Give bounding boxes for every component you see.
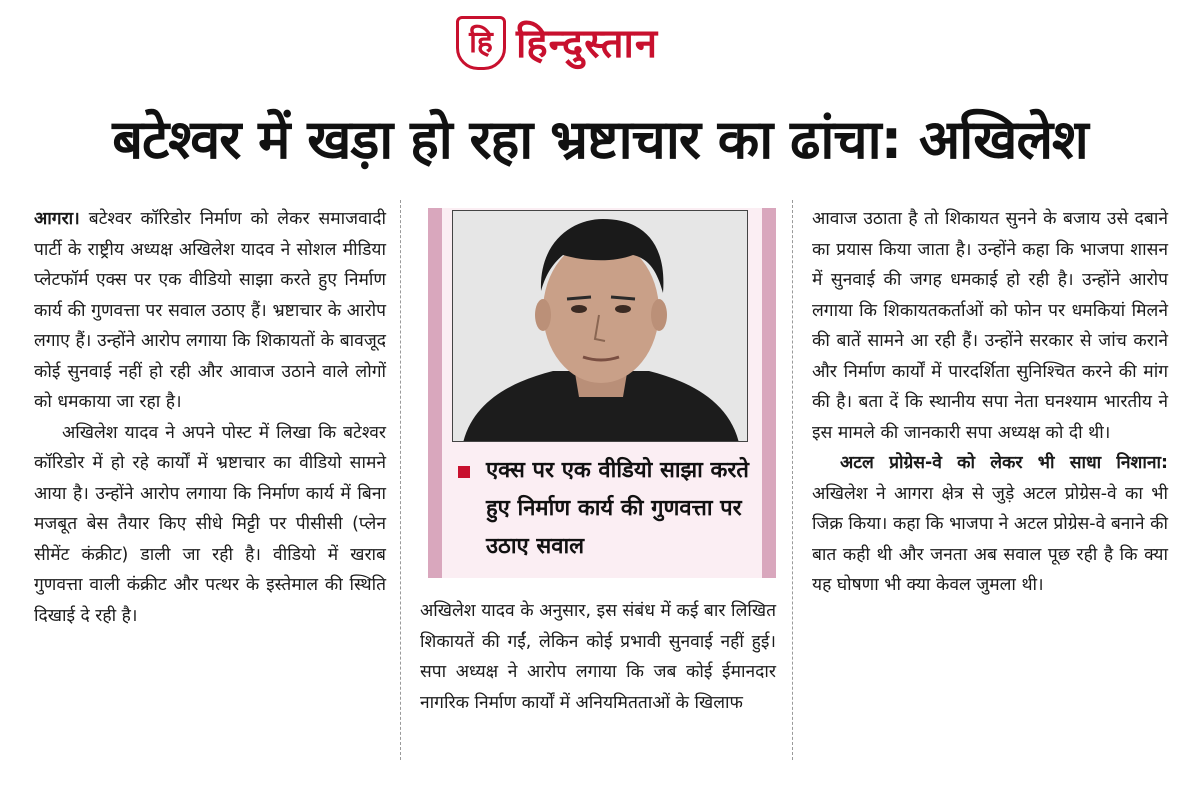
- headline: बटेश्वर में खड़ा हो रहा भ्रष्टाचार का ढांचा: अखिलेश: [112, 108, 1088, 171]
- paragraph: [34, 204, 386, 418]
- paragraph-text: बटेश्वर कॉरिडोर निर्माण को लेकर समाजवादी पार्टी के राष्ट्रीय अध्यक्ष अखिलेश यादव ने सोशल मीडिया प्लेटफॉर्म एक्स पर एक वीडियो साझा करते हुए निर्माण कार्य की गुणवत्ता पर सवाल उठाए हैं। भ्रष्टाचार के आरोप लगाए हैं। उन्होंने आरोप लगाया कि शिकायतों के बावजूद कोई सुनवाई नहीं हो रही और आवाज उठाने वाले लोगों को धमकाया जा रहा है।: [34, 209, 386, 412]
- column-divider: [400, 200, 402, 760]
- pull-quote: एक्स पर एक वीडियो साझा करते हुए निर्माण कार्य की गुणवत्ता पर उठाए सवाल: [486, 458, 749, 559]
- logo-glyph: हि: [469, 25, 493, 60]
- photo-box-band: [428, 208, 442, 578]
- paragraph: अखिलेश यादव ने अपने पोस्ट में लिखा कि बटेश्वर कॉरिडोर में हो रहे कार्यों में भ्रष्टाचार का वीडियो सामने आया है। उन्होंने आरोप लगाया कि निर्माण कार्य में बिना मजबूत बेस तैयार किए सीधे मिट्टी पर पीसीसी (प्लेन सीमेंट कंक्रीट) डाली जा रही है। वीडियो में खराब गुणवत्ता वाली कंक्रीट और पत्थर के इस्तेमाल की स्थिति दिखाई दे रही है।: [34, 422, 386, 626]
- column-divider: [792, 200, 794, 760]
- paragraph-text: अखिलेश ने आगरा क्षेत्र से जुड़े अटल प्रोग्रेस-वे का भी जिक्र किया। कहा कि भाजपा ने अटल प्रोग्रेस-वे बनाने की बात कही थी और जनता अब सवाल पूछ रही है कि क्या यह घोषणा भी क्या केवल जुमला थी।: [812, 483, 1168, 595]
- newspaper-logo-icon: [456, 16, 506, 70]
- dateline: आगरा।: [34, 209, 80, 229]
- portrait-illustration: [453, 211, 748, 442]
- bullet-square-icon: [458, 466, 470, 478]
- paragraph: आवाज उठाता है तो शिकायत सुनने के बजाय उसे दबाने का प्रयास किया जाता है। उन्होंने कहा कि भाजपा शासन में सुनवाई की जगह धमकाई हो रही है। उन्होंने आरोप लगाया कि शिकायतकर्ताओं को फोन पर धमकियां मिलने की बातें सामने आ रही हैं। उन्होंने सरकार से जांच कराने और निर्माण कार्यों में पारदर्शिता सुनिश्चित करने की मांग की है। बता दें कि स्थानीय सपा नेता घनश्याम भारतीय ने इस मामले की जानकारी सपा अध्यक्ष को दी थी।: [812, 209, 1168, 443]
- newspaper-name: हिन्दुस्तान: [516, 21, 659, 67]
- portrait-photo: [452, 210, 748, 442]
- masthead: [0, 12, 1200, 74]
- article-column-3: [812, 204, 1168, 601]
- article-column-2: [420, 596, 776, 718]
- subheading: अटल प्रोग्रेस-वे को लेकर भी साधा निशाना:: [840, 453, 1168, 473]
- article-column-1: [34, 204, 386, 631]
- paragraph: अखिलेश यादव के अनुसार, इस संबंध में कई बार लिखित शिकायतें की गईं, लेकिन कोई प्रभावी सुनवाई नहीं हुई। सपा अध्यक्ष ने आरोप लगाया कि जब कोई ईमानदार नागरिक निर्माण कार्यों में अनियमितताओं के खिलाफ: [420, 601, 776, 713]
- photo-box-band: [762, 208, 776, 578]
- paragraph: [812, 448, 1168, 601]
